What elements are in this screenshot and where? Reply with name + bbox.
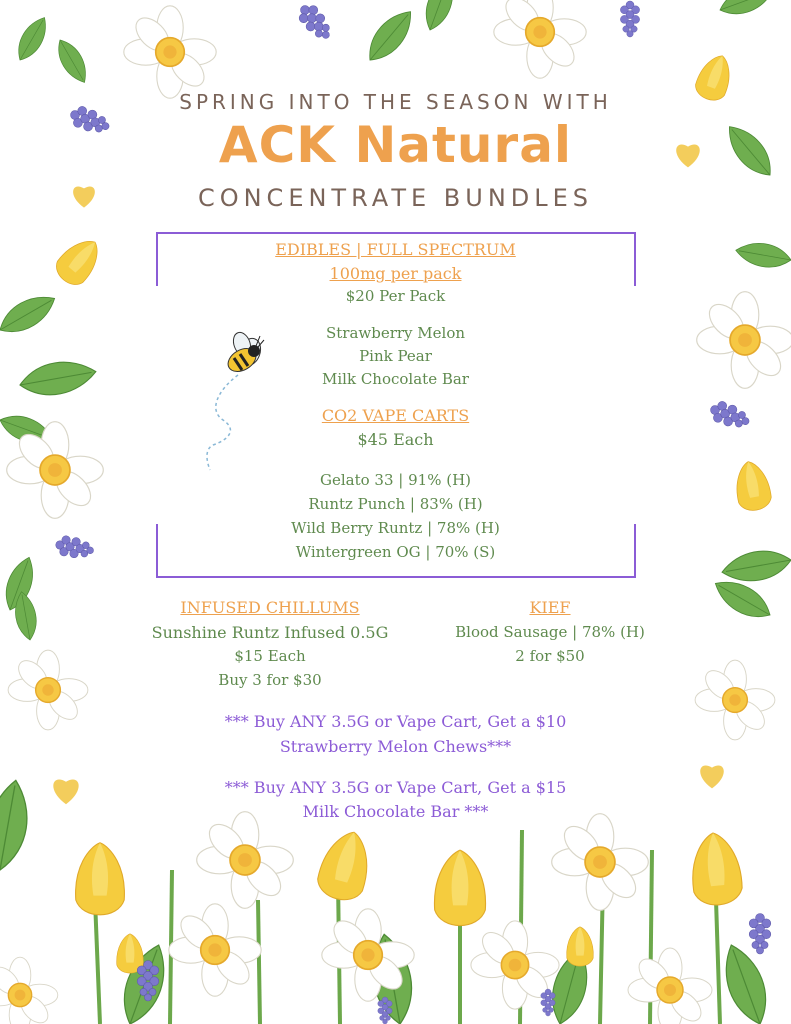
list-item: Strawberry Melon bbox=[325, 324, 466, 342]
header-line3: CONCENTRATE BUNDLES bbox=[197, 184, 594, 212]
edibles-title: EDIBLES | FULL SPECTRUM bbox=[275, 240, 516, 259]
list-item: Pink Pear bbox=[359, 347, 432, 365]
kief-title: KIEF bbox=[529, 598, 571, 617]
list-item: Milk Chocolate Bar bbox=[322, 370, 469, 388]
header-line1: SPRING INTO THE SEASON WITH bbox=[179, 90, 612, 114]
kief-deal: 2 for $50 bbox=[515, 647, 585, 665]
brand-title: ACK Natural bbox=[218, 116, 573, 174]
promo2-line2: Milk Chocolate Bar *** bbox=[302, 802, 489, 821]
promo1-line2: Strawberry Melon Chews*** bbox=[279, 737, 512, 756]
chillums-title: INFUSED CHILLUMS bbox=[180, 598, 360, 617]
list-item: Gelato 33 | 91% (H) bbox=[320, 471, 471, 489]
list-item: Wild Berry Runtz | 78% (H) bbox=[291, 519, 500, 537]
edibles-subtitle: 100mg per pack bbox=[329, 264, 462, 283]
kief-item: Blood Sausage | 78% (H) bbox=[455, 623, 645, 641]
list-item: Runtz Punch | 83% (H) bbox=[308, 495, 483, 513]
chillums-item: Sunshine Runtz Infused 0.5G bbox=[151, 623, 389, 642]
vape-price: $45 Each bbox=[357, 430, 434, 449]
chillums-deal: Buy 3 for $30 bbox=[218, 671, 322, 689]
promo2-line1: *** Buy ANY 3.5G or Vape Cart, Get a $15 bbox=[224, 778, 567, 797]
chillums-price: $15 Each bbox=[234, 647, 306, 665]
list-item: Wintergreen OG | 70% (S) bbox=[295, 543, 496, 561]
promo1-line1: *** Buy ANY 3.5G or Vape Cart, Get a $10 bbox=[224, 712, 567, 731]
edibles-price: $20 Per Pack bbox=[345, 287, 446, 305]
vape-title: CO2 VAPE CARTS bbox=[321, 406, 470, 425]
